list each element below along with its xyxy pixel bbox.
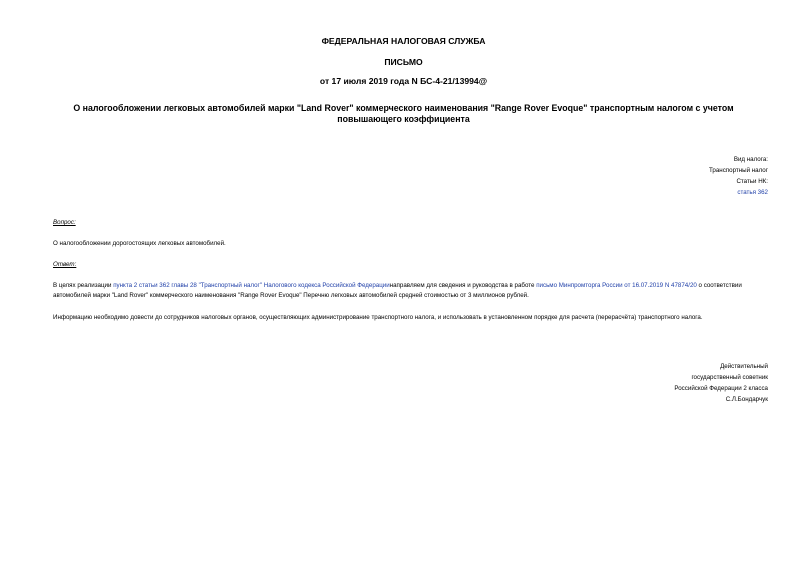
- answer-pre-text: В целях реализации: [53, 282, 114, 289]
- answer-label-text: Ответ:: [53, 261, 77, 268]
- signature-line-2: государственный советник: [691, 374, 768, 381]
- signature-line-1: Действительный: [720, 363, 768, 370]
- question-label: [53, 218, 773, 228]
- signature-line-3: Российской Федерации 2 класса: [674, 385, 768, 392]
- answer-post-text: о соответствии автомобилей марки "Land Rover" коммерческого наименования "Range Rover Evoque" Перечню легковых автомобилей средней стоимостью от 3 миллионов рублей.: [53, 282, 742, 299]
- tax-type-value: Транспортный налог: [708, 167, 768, 174]
- question-label-text: Вопрос:: [53, 219, 76, 226]
- signature-name: С.Л.Бондарчук: [725, 396, 768, 403]
- doc-type-title: ПИСЬМО: [384, 57, 423, 67]
- article-362-link[interactable]: статья 362: [737, 189, 768, 196]
- answer-paragraph: [39, 281, 768, 301]
- question-text: О налогообложении дорогостоящих легковых автомобилей.: [53, 240, 226, 247]
- tax-code-link[interactable]: пункта 2 статьи 362 главы 28 "Транспортный налог" Налогового кодекса Российской Федерации: [113, 282, 390, 289]
- letter-subject: О налогообложении легковых автомобилей марки "Land Rover" коммерческого наименования "Range Rover Evoque" транспортным налогом с учетом повышающего коэффициента: [73, 103, 734, 124]
- agency-title: ФЕДЕРАЛЬНАЯ НАЛОГОВАЯ СЛУЖБА: [321, 36, 486, 46]
- doc-date-number: от 17 июля 2019 года N БС-4-21/13994@: [319, 76, 488, 86]
- answer-mid-text: направляем для сведения и руководства в работе: [389, 282, 537, 289]
- articles-label: Статьи НК:: [736, 178, 768, 185]
- answer-line: [39, 281, 768, 301]
- info-paragraph: [39, 313, 768, 323]
- tax-type-label: Вид налога:: [733, 156, 768, 163]
- minpromtorg-letter-link[interactable]: письмо Минпромторга России от 16.07.2019 N 47874/20: [536, 282, 697, 289]
- answer-label: [53, 260, 773, 270]
- info-text: Информацию необходимо довести до сотрудников налоговых органов, осуществляющих администрирование транспортного налога, и использовать в установленном порядке для расчета (перерасчёта) транспортного налога.: [53, 314, 703, 321]
